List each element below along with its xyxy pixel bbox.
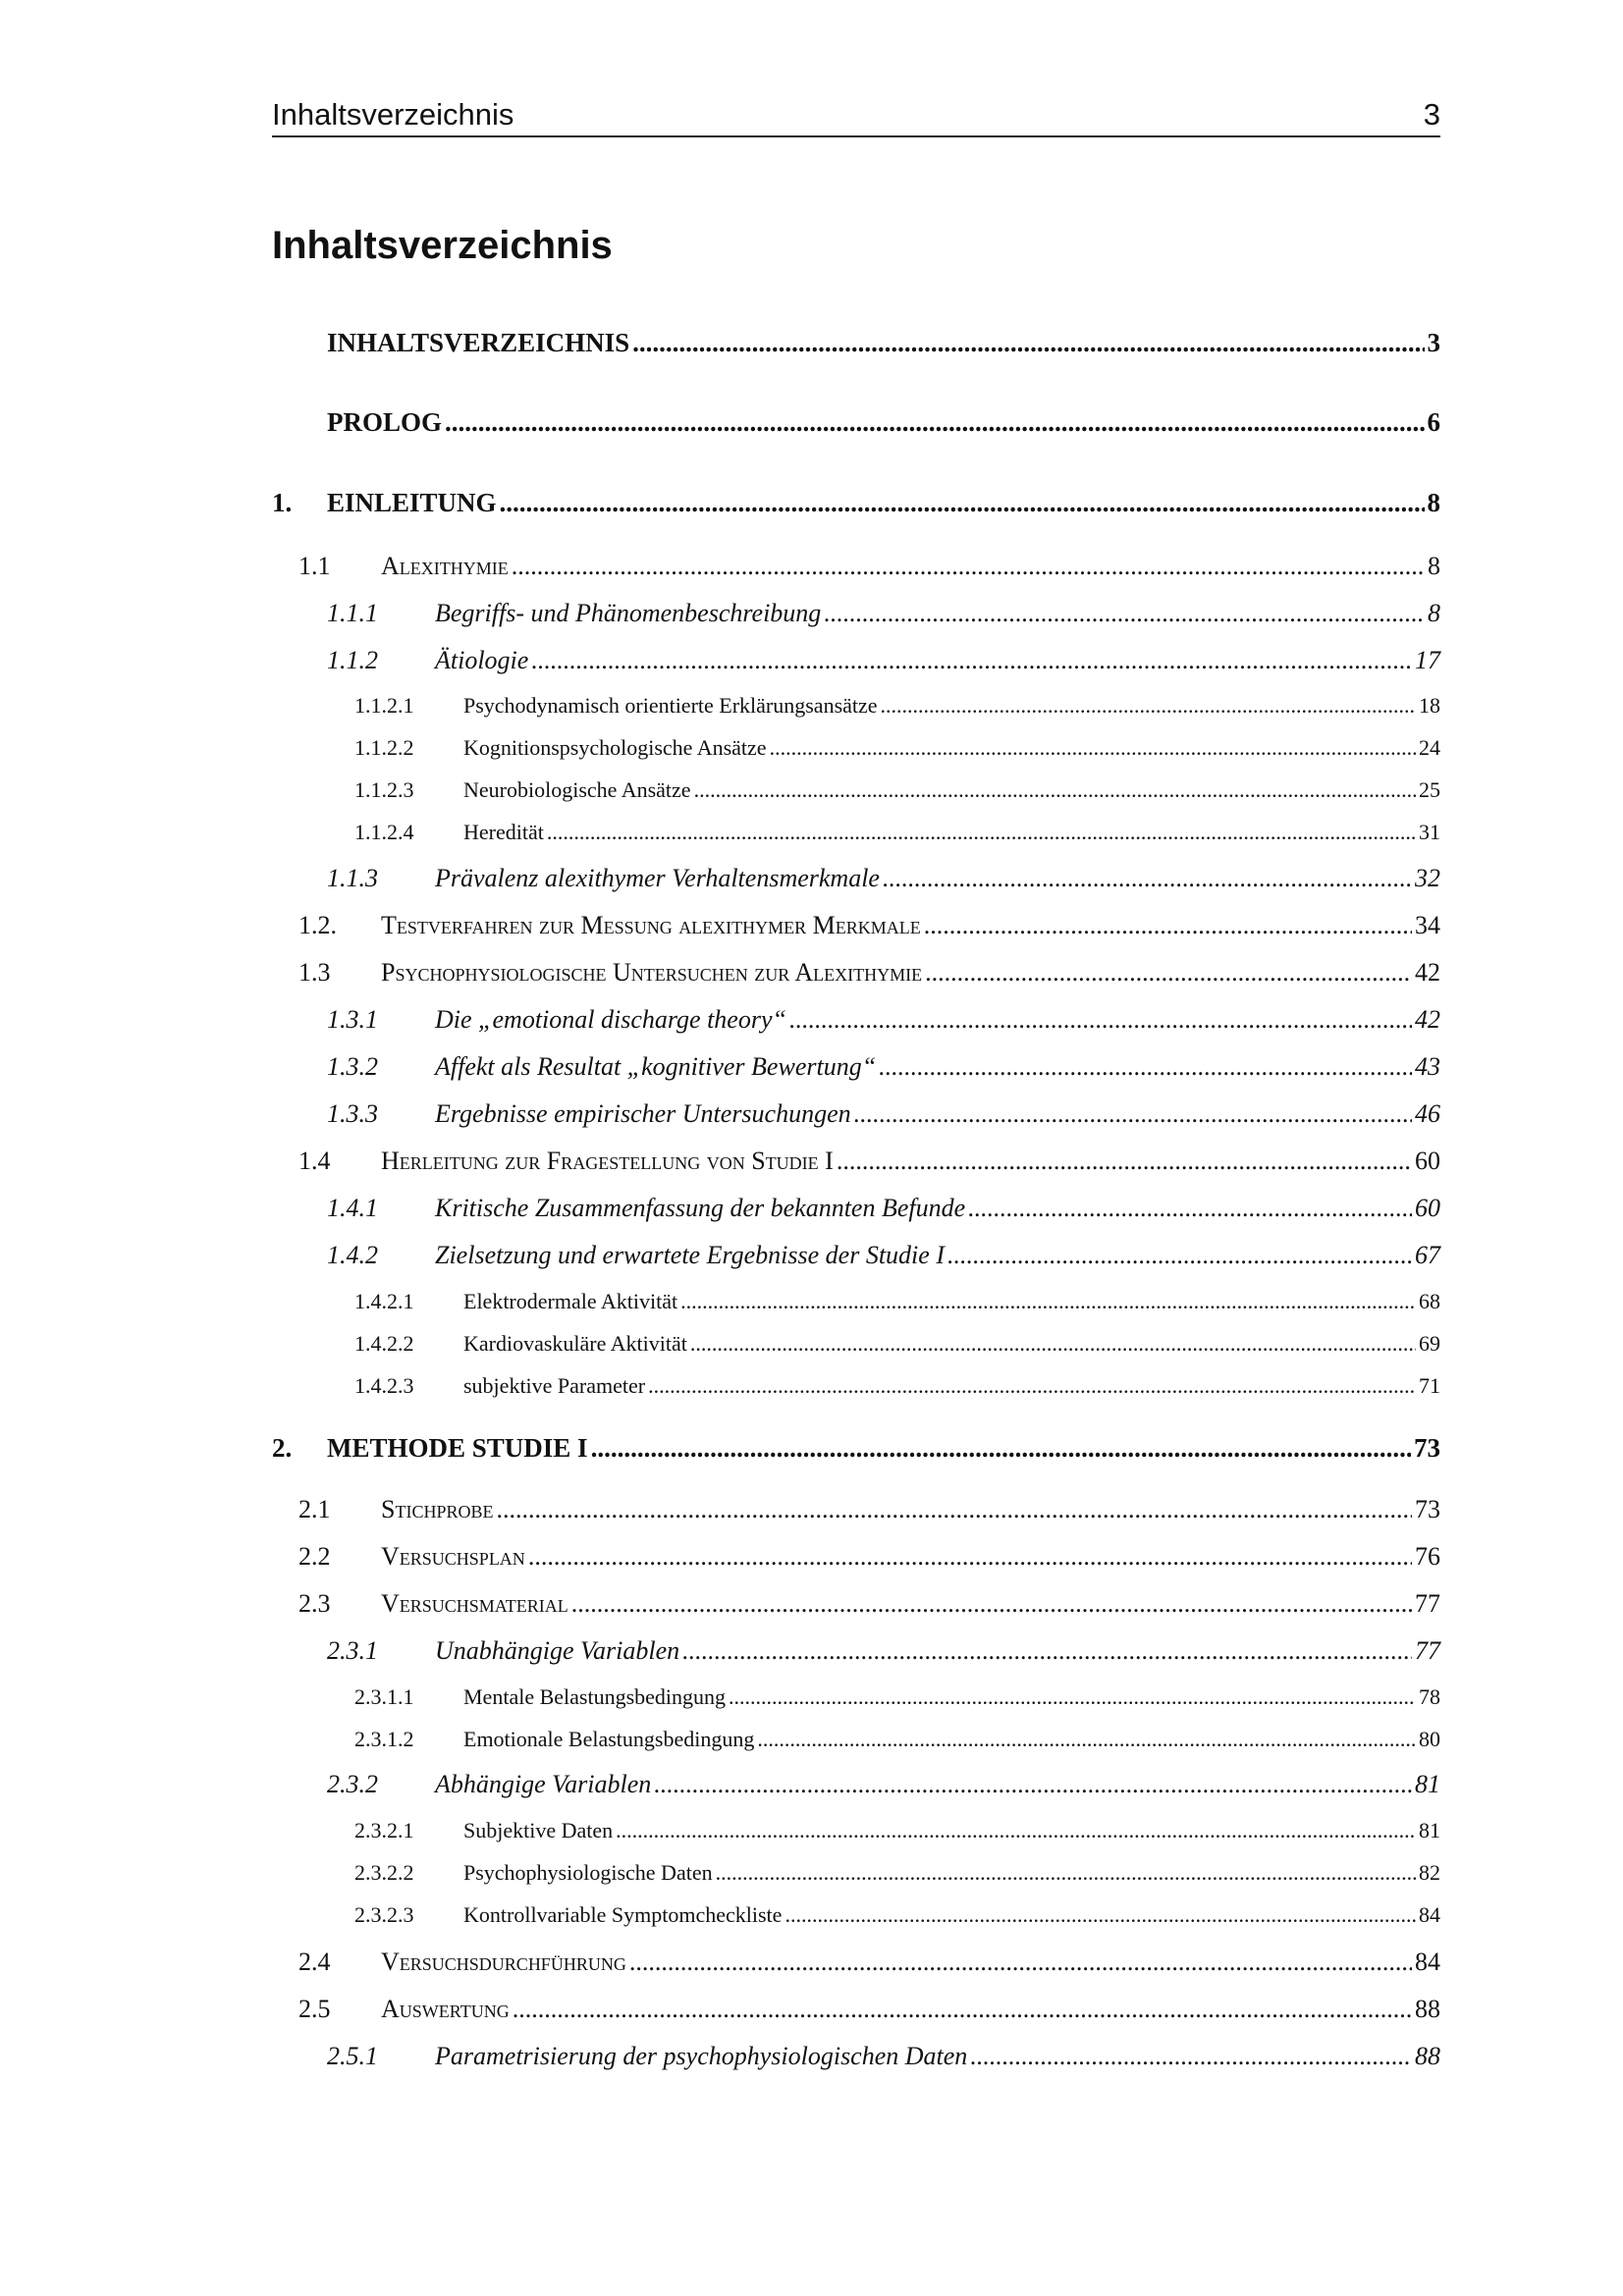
toc-number: 2.3 [298,1589,331,1618]
toc-page: 81 [1415,1770,1440,1798]
toc-leader [694,777,1416,803]
toc-page: 68 [1419,1289,1440,1313]
toc-page: 84 [1415,1948,1440,1976]
toc-leader [654,1770,1412,1799]
toc-number: 1.1.2.2 [354,735,414,760]
toc-page: 78 [1419,1684,1440,1709]
toc-number: 1.4.2.1 [354,1289,414,1313]
toc-page: 73 [1414,1433,1440,1463]
toc-leader [824,599,1425,628]
toc-label: EINLEITUNG [327,488,497,517]
toc-page: 77 [1415,1589,1440,1618]
toc-leader [716,1860,1416,1886]
toc-leader [968,1194,1412,1223]
toc-number: 1.1.2.3 [354,777,414,802]
toc-entry[interactable] [0,1289,1440,1314]
toc-leader [970,2042,1412,2071]
toc-number: 1.4.1 [327,1194,378,1222]
toc-page: 88 [1415,2042,1440,2070]
toc-number: 1.3.3 [327,1099,378,1128]
toc-number: 2. [272,1433,293,1463]
toc-leader [690,1331,1416,1357]
toc-entry[interactable] [0,1331,1440,1357]
toc-page: 46 [1415,1099,1440,1128]
toc-page: 88 [1415,1995,1440,2023]
toc-entry[interactable] [0,1147,1440,1176]
toc-label: Psychophysiologische Daten [463,1860,713,1885]
toc-number: 2.3.2.3 [354,1902,414,1927]
toc-number: 1.1.2.1 [354,693,414,718]
toc-label: Psychodynamisch orientierte Erklärungsansätze [463,693,878,718]
toc-entry[interactable] [0,1860,1440,1886]
toc-page: 69 [1419,1331,1440,1356]
toc-entry[interactable] [0,1818,1440,1843]
toc-label: Versuchsmaterial [381,1589,568,1618]
toc-number: 2.1 [298,1495,331,1523]
toc-label: Begriffs- und Phänomenbeschreibung [435,599,822,627]
toc-page: 81 [1419,1818,1440,1842]
toc-leader [571,1589,1412,1619]
toc-leader [925,958,1412,988]
toc-page: 34 [1415,911,1440,939]
toc-page: 8 [1427,488,1440,517]
toc-number: 1.1.1 [327,599,378,627]
toc-entry[interactable] [0,1099,1440,1129]
toc-page: 42 [1415,958,1440,987]
toc-page: 8 [1428,599,1440,627]
toc-number: 1.3 [298,958,331,987]
toc-leader [924,911,1412,940]
toc-leader [879,1052,1412,1082]
toc-leader [881,693,1416,719]
toc-label: Abhängige Variablen [435,1770,652,1798]
toc-leader [445,407,1424,438]
toc-entry[interactable] [0,777,1440,803]
toc-page: 3 [1427,328,1440,357]
toc-entry[interactable] [0,407,1440,438]
toc-entry[interactable] [0,599,1440,628]
toc-number: 1.2. [298,911,337,939]
toc-number: 2.3.2 [327,1770,378,1798]
toc-label: Testverfahren zur Messung alexithymer Merkmale [381,911,921,939]
toc-label: Kognitionspsychologische Ansätze [463,735,767,760]
toc-number: 1. [272,488,293,517]
toc-label: Mentale Belastungsbedingung [463,1684,727,1709]
toc-number: 2.3.1.1 [354,1684,414,1709]
toc-label: Parametrisierung der psychophysiologischen Daten [435,2042,968,2070]
toc-label: Auswertung [381,1995,510,2023]
toc-page: 32 [1415,864,1440,892]
toc-label: Die „emotional discharge theory“ [435,1005,786,1034]
toc-label: Herleitung zur Fragestellung von Studie I [381,1147,834,1175]
toc-leader [547,820,1416,845]
toc-leader [500,488,1425,518]
toc-label: Kontrollvariable Symptomcheckliste [463,1902,783,1927]
toc-number: 1.3.2 [327,1052,378,1081]
toc-entry[interactable] [0,328,1440,358]
toc-number: 1.1.2.4 [354,820,414,844]
toc-page: 73 [1415,1495,1440,1523]
page-title: Inhaltsverzeichnis [272,224,613,267]
toc-entry[interactable] [0,1948,1440,1977]
toc-number: 2.3.1.2 [354,1727,414,1751]
toc-leader [629,1948,1412,1977]
toc-entry[interactable] [0,2042,1440,2071]
toc-leader [648,1373,1416,1399]
toc-entry[interactable] [0,488,1440,518]
toc-label: subjektive Parameter [463,1373,646,1398]
toc-leader [682,1636,1412,1666]
toc-label: Zielsetzung und erwartete Ergebnisse der Studie I [435,1241,945,1269]
toc-entry[interactable] [0,1241,1440,1270]
toc-entry[interactable] [0,1542,1440,1572]
toc-number: 1.4 [298,1147,331,1175]
toc-label: PROLOG [327,407,443,437]
toc-entry[interactable] [0,1005,1440,1035]
toc-entry[interactable] [0,1589,1440,1619]
toc-number: 1.1 [298,552,331,580]
toc-leader [528,1542,1412,1572]
toc-page: 80 [1419,1727,1440,1751]
toc-label: Prävalenz alexithymer Verhaltensmerkmale [435,864,880,892]
toc-label: Elektrodermale Aktivität [463,1289,678,1313]
toc-page: 42 [1415,1005,1440,1034]
toc-page: 25 [1419,777,1440,802]
toc-label: Unabhängige Variablen [435,1636,680,1665]
toc-page: 24 [1419,735,1440,760]
toc-number: 1.1.3 [327,864,378,892]
toc-leader [770,735,1416,761]
toc-number: 2.2 [298,1542,331,1571]
toc-number: 2.4 [298,1948,331,1976]
toc-leader [757,1727,1416,1752]
toc-entry[interactable] [0,1995,1440,2024]
toc-page: 43 [1415,1052,1440,1081]
toc-label: Stichprobe [381,1495,494,1523]
toc-label: METHODE STUDIE I [327,1433,588,1463]
toc-label: Versuchsplan [381,1542,525,1571]
toc-number: 2.3.1 [327,1636,378,1665]
toc-label: Emotionale Belastungsbedingung [463,1727,755,1751]
toc-leader [531,646,1412,675]
toc-entry[interactable] [0,1194,1440,1223]
toc-page: 67 [1415,1241,1440,1269]
toc-page: 31 [1419,820,1440,844]
toc-label: Kardiovaskuläre Aktivität [463,1331,687,1356]
toc-entry[interactable] [0,552,1440,581]
toc-number: 1.3.1 [327,1005,378,1034]
toc-page: 82 [1419,1860,1440,1885]
toc-number: 2.3.2.2 [354,1860,414,1885]
toc-leader [837,1147,1412,1176]
toc-label: Psychophysiologische Untersuchen zur Alexithymie [381,958,923,987]
toc-page: 17 [1415,646,1440,674]
toc-entry[interactable] [0,1727,1440,1752]
toc-leader [632,328,1424,358]
toc-number: 1.4.2.3 [354,1373,414,1398]
toc-leader [616,1818,1416,1843]
toc-number: 1.1.2 [327,646,378,674]
toc-page: 77 [1415,1636,1440,1665]
toc-leader [513,1995,1412,2024]
toc-label: Ergebnisse empirischer Untersuchungen [435,1099,851,1128]
toc-entry[interactable] [0,1495,1440,1524]
toc-page: 18 [1419,693,1440,718]
toc-label: Alexithymie [381,552,509,580]
toc-number: 1.4.2.2 [354,1331,414,1356]
toc-label: Heredität [463,820,544,844]
toc-entry[interactable] [0,1636,1440,1666]
toc-entry[interactable] [0,1373,1440,1399]
toc-entry[interactable] [0,864,1440,893]
toc-leader [729,1684,1416,1710]
toc-entry[interactable] [0,646,1440,675]
toc-page: 8 [1428,552,1440,580]
toc-label: Versuchsdurchführung [381,1948,626,1976]
toc-label: Affekt als Resultat „kognitiver Bewertung“ [435,1052,877,1081]
toc-entry[interactable] [0,1902,1440,1928]
toc-label: Kritische Zusammenfassung der bekannten Befunde [435,1194,966,1222]
toc-entry[interactable] [0,693,1440,719]
toc-page: 6 [1427,407,1440,437]
toc-entry[interactable] [0,1052,1440,1082]
toc-page: 71 [1419,1373,1440,1398]
toc-label: Neurobiologische Ansätze [463,777,691,802]
toc-page: 60 [1415,1147,1440,1175]
toc-number: 1.4.2 [327,1241,378,1269]
toc-entry[interactable] [0,820,1440,845]
toc-entry[interactable] [0,735,1440,761]
toc-label: Subjektive Daten [463,1818,614,1842]
toc-leader [947,1241,1412,1270]
toc-leader [883,864,1412,893]
toc-entry[interactable] [0,911,1440,940]
toc-label: Ätiologie [435,646,529,674]
toc-entry[interactable] [0,958,1440,988]
toc-entry[interactable] [0,1770,1440,1799]
toc-leader [496,1495,1412,1524]
toc-leader [784,1902,1416,1928]
toc-page: 84 [1419,1902,1440,1927]
toc-entry[interactable] [0,1684,1440,1710]
toc-leader [680,1289,1416,1314]
toc-number: 2.5 [298,1995,331,2023]
running-header-page-number: 3 [1423,97,1440,132]
toc-number: 2.3.2.1 [354,1818,414,1842]
toc-number: 2.5.1 [327,2042,378,2070]
toc-page: 76 [1415,1542,1440,1571]
toc-entry[interactable] [0,1433,1440,1464]
toc-page: 60 [1415,1194,1440,1222]
toc-label: INHALTSVERZEICHNIS [327,328,630,357]
toc-leader [854,1099,1412,1129]
running-header-title: Inhaltsverzeichnis [272,97,514,132]
toc-leader [512,552,1425,581]
toc-leader [591,1433,1411,1464]
toc-leader [789,1005,1412,1035]
